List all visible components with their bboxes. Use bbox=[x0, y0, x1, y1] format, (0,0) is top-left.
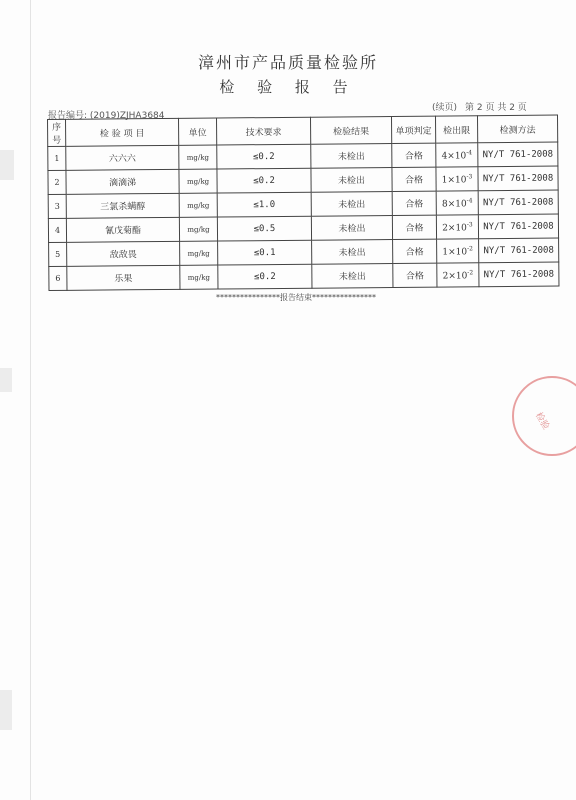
requirement-cell: ≤0.1 bbox=[218, 240, 312, 265]
report-end-line: ****************报告结束**************** bbox=[216, 293, 376, 302]
organization-name: 漳州市产品质量检验所 bbox=[197, 53, 378, 72]
unit-cell: mg/kg bbox=[179, 193, 217, 217]
limit-exponent: -3 bbox=[466, 220, 473, 228]
limit-base: 2×10 bbox=[442, 270, 468, 282]
limit-exponent: -3 bbox=[466, 172, 473, 180]
column-header: 检出限 bbox=[435, 116, 477, 143]
limit-base: 4×10 bbox=[441, 150, 467, 162]
result-cell: 未检出 bbox=[311, 191, 392, 216]
unit-cell: mg/kg bbox=[179, 145, 217, 169]
requirement-cell: ≤0.2 bbox=[218, 264, 312, 289]
row-number: 3 bbox=[48, 194, 66, 218]
column-header: 序号 bbox=[48, 119, 66, 146]
unit-cell: mg/kg bbox=[180, 265, 218, 289]
test-item: 乐果 bbox=[67, 265, 180, 290]
detection-limit-cell bbox=[436, 191, 478, 215]
test-item: 敌敌畏 bbox=[67, 241, 180, 266]
result-cell: 未检出 bbox=[312, 239, 393, 264]
detection-limit-cell bbox=[437, 263, 479, 287]
row-number: 2 bbox=[48, 170, 66, 194]
detection-limit-cell bbox=[436, 167, 478, 191]
detection-limit-cell bbox=[436, 143, 478, 167]
result-cell: 未检出 bbox=[311, 143, 392, 168]
page-left-edge bbox=[30, 0, 31, 800]
judgement-cell: 合格 bbox=[392, 143, 436, 167]
result-cell: 未检出 bbox=[311, 215, 392, 240]
test-item: 六六六 bbox=[66, 145, 179, 170]
test-item: 滴滴涕 bbox=[66, 169, 179, 194]
row-number: 6 bbox=[49, 266, 67, 290]
table-row bbox=[49, 262, 559, 290]
seal-text: 检验 bbox=[532, 410, 551, 432]
limit-base: 1×10 bbox=[442, 246, 468, 258]
method-cell: NY/T 761-2008 bbox=[478, 142, 558, 167]
limit-exponent: -4 bbox=[466, 196, 473, 204]
limit-base: 1×10 bbox=[441, 174, 467, 186]
row-number: 5 bbox=[49, 242, 67, 266]
official-seal bbox=[512, 376, 576, 456]
detection-limit-cell bbox=[436, 215, 478, 239]
limit-exponent: -2 bbox=[467, 268, 474, 276]
column-header: 技术要求 bbox=[216, 117, 310, 145]
method-cell: NY/T 761-2008 bbox=[478, 190, 558, 215]
result-cell: 未检出 bbox=[312, 263, 393, 288]
column-header: 检验结果 bbox=[310, 116, 391, 144]
page-indicator bbox=[432, 100, 527, 113]
method-cell: NY/T 761-2008 bbox=[478, 166, 558, 191]
row-number: 4 bbox=[48, 218, 66, 242]
continued-label: (续页) bbox=[432, 103, 458, 113]
unit-cell: mg/kg bbox=[179, 217, 217, 241]
detection-limit-cell bbox=[437, 239, 479, 263]
page-info: 第 2 页 共 2 页 bbox=[465, 103, 527, 113]
judgement-cell: 合格 bbox=[392, 167, 436, 191]
judgement-cell: 合格 bbox=[392, 191, 436, 215]
limit-base: 2×10 bbox=[442, 222, 467, 234]
column-header: 检测方法 bbox=[477, 115, 557, 143]
requirement-cell: ≤0.2 bbox=[217, 144, 311, 169]
scan-artifact bbox=[0, 150, 14, 180]
limit-base: 8×10 bbox=[441, 198, 467, 210]
requirement-cell: ≤0.5 bbox=[217, 216, 311, 241]
scan-artifact bbox=[0, 368, 12, 392]
method-cell: NY/T 761-2008 bbox=[479, 262, 559, 287]
report-title: 检 验 报 告 bbox=[219, 78, 357, 96]
column-header: 检 验 项 目 bbox=[66, 118, 179, 146]
judgement-cell: 合格 bbox=[393, 239, 437, 263]
results-table bbox=[47, 115, 559, 291]
column-header: 单项判定 bbox=[391, 116, 435, 143]
judgement-cell: 合格 bbox=[392, 215, 436, 239]
limit-exponent: -4 bbox=[466, 148, 473, 156]
unit-cell: mg/kg bbox=[180, 241, 218, 265]
report-number-value: (2019)ZJHA3684 bbox=[89, 111, 165, 121]
unit-cell: mg/kg bbox=[179, 169, 217, 193]
requirement-cell: ≤0.2 bbox=[217, 168, 311, 193]
test-item: 氰戊菊酯 bbox=[66, 217, 179, 242]
requirement-cell: ≤1.0 bbox=[217, 192, 311, 217]
scan-artifact bbox=[0, 690, 12, 730]
method-cell: NY/T 761-2008 bbox=[479, 238, 559, 263]
test-item: 三氯杀螨醇 bbox=[66, 193, 179, 218]
report-number-label: 报告编号: bbox=[48, 111, 88, 121]
limit-exponent: -2 bbox=[467, 244, 473, 252]
result-cell: 未检出 bbox=[311, 167, 392, 192]
row-number: 1 bbox=[48, 146, 66, 170]
column-header: 单位 bbox=[178, 118, 216, 145]
method-cell: NY/T 761-2008 bbox=[478, 214, 558, 239]
judgement-cell: 合格 bbox=[393, 263, 437, 287]
